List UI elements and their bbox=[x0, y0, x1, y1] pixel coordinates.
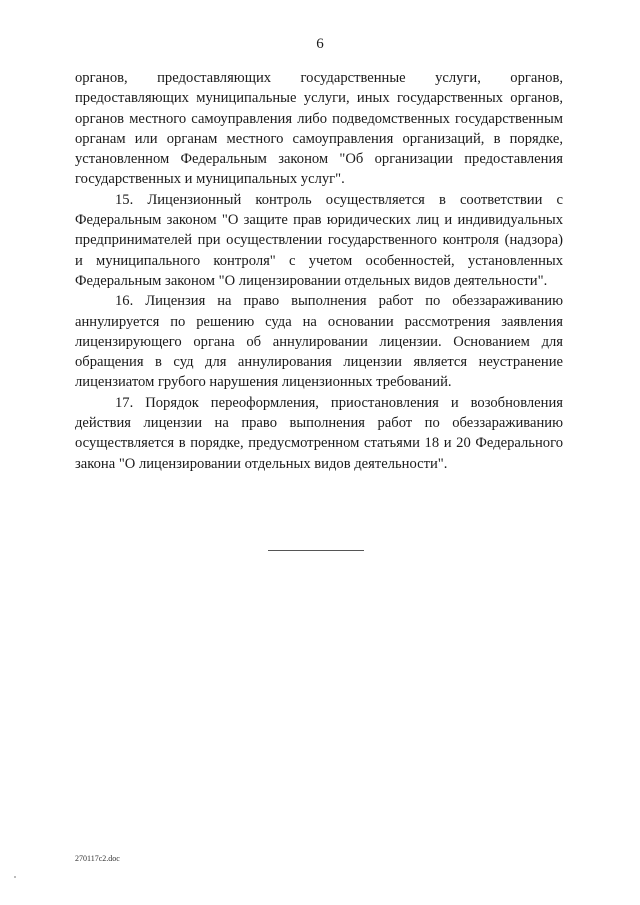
page-number: 6 bbox=[316, 36, 324, 52]
footer-filename: 270117c2.doc bbox=[75, 854, 120, 863]
document-body bbox=[75, 68, 563, 474]
paragraph-15: 15. Лицензионный контроль осуществляется в соответствии с Федеральным законом "О защите прав юридических лиц и индивидуальных предпринимателей при осуществлении государственного контроля (надзора) и муниципального контроля" с учетом особенностей, установленных Федеральным законом "О лицензировании отдельных видов деятельности". bbox=[75, 191, 563, 289]
paragraph-16: 16. Лицензия на право выполнения работ по обеззараживанию аннулируется по решению суда на основании рассмотрения заявления лицензирующего органа об аннулировании лицензии. Основанием для обращения в суд для аннулирования лицензии является неустранение лицензиатом грубого нарушения лицензионных требований. bbox=[75, 293, 563, 391]
paragraph-17: 17. Порядок переоформления, приостановления и возобновления действия лицензии на право выполнения работ по обеззараживанию осуществляется в порядке, предусмотренном статьями 18 и 20 Федерального закона "О лицензировании отдельных видов деятельности". bbox=[75, 394, 563, 472]
scan-dot bbox=[14, 876, 16, 878]
end-of-document-line bbox=[268, 550, 364, 551]
paragraph-continuation: органов, предоставляющих государственные услуги, органов, предоставляющих муниципальные услуги, иных государственных органов, органов местного самоуправления либо подведомственных государственным органам или органам местного самоуправления организаций, в порядке, установленном Федеральным законом "Об организации предоставления государственных и муниципальных услуг". bbox=[75, 70, 563, 188]
